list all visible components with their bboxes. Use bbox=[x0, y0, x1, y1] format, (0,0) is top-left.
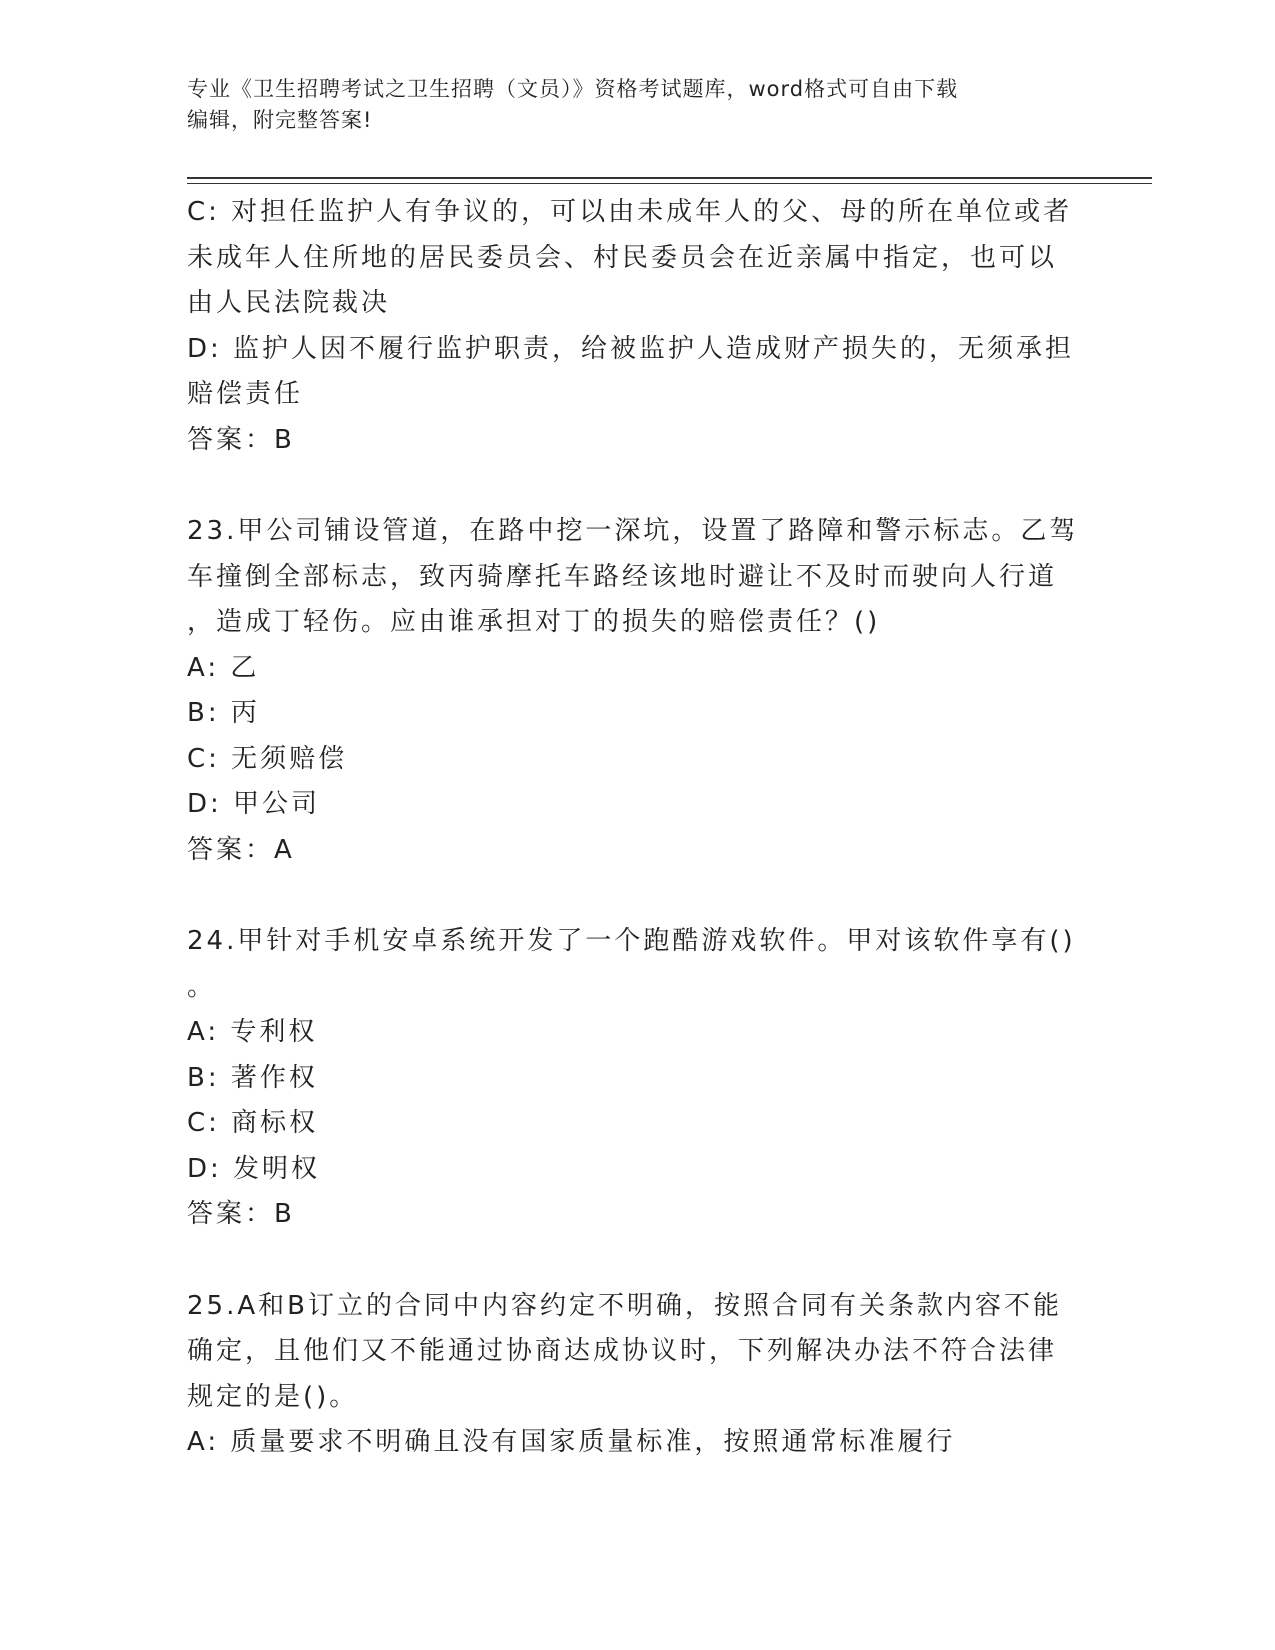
question-24 bbox=[187, 919, 1076, 1238]
answer-line: 答案：B bbox=[187, 1199, 295, 1229]
option-d-line-1: D: 监护人因不履行监护职责，给被监护人造成财产损失的，无须承担 bbox=[187, 333, 1075, 364]
answer-line: 答案：B bbox=[187, 424, 295, 455]
question-stem-line-1: 25.A和B订立的合同中内容约定不明确，按照合同有关条款内容不能 bbox=[187, 1290, 1062, 1321]
option-b: B: 丙 bbox=[187, 698, 260, 728]
header-title-line-1: 专业《卫生招聘考试之卫生招聘（文员）》资格考试题库，word格式可自由下载 bbox=[187, 77, 959, 101]
question-23 bbox=[187, 509, 1079, 873]
document-header bbox=[187, 74, 1087, 136]
option-b: B: 著作权 bbox=[187, 1062, 318, 1093]
question-stem-line-1: 23.甲公司铺设管道，在路中挖一深坑，设置了路障和警示标志。乙驾 bbox=[187, 516, 1079, 546]
option-c-line-2: 未成年人住所地的居民委员会、村民委员会在近亲属中指定，也可以 bbox=[187, 242, 1058, 273]
question-spacer bbox=[187, 463, 1067, 509]
option-c-line-1: C: 对担任监护人有争议的，可以由未成年人的父、母的所在单位或者 bbox=[187, 197, 1073, 227]
answer-line: 答案：A bbox=[187, 834, 295, 865]
question-stem-line-3: 规定的是()。 bbox=[187, 1381, 359, 1412]
question-25 bbox=[187, 1284, 1067, 1466]
header-divider-thin bbox=[187, 183, 1152, 184]
option-a: A: 专利权 bbox=[187, 1017, 318, 1047]
option-d-line-2: 赔偿责任 bbox=[187, 379, 304, 409]
question-stem-line-3: ，造成丁轻伤。应由谁承担对丁的损失的赔偿责任？() bbox=[187, 607, 881, 637]
question-spacer bbox=[187, 1238, 1067, 1284]
question-stem-line-1: 24.甲针对手机安卓系统开发了一个跑酷游戏软件。甲对该软件享有() bbox=[187, 926, 1076, 956]
question-22 bbox=[187, 190, 1075, 463]
question-stem-line-2: 车撞倒全部标志，致丙骑摩托车路经该地时避让不及时而驶向人行道 bbox=[187, 561, 1058, 592]
question-stem-line-2: 确定，且他们又不能通过协商达成协议时，下列解决办法不符合法律 bbox=[187, 1336, 1058, 1366]
question-content bbox=[187, 190, 1079, 1466]
header-title-line-2: 编辑，附完整答案! bbox=[187, 108, 373, 132]
option-a: A: 质量要求不明确且没有国家质量标准，按照通常标准履行 bbox=[187, 1427, 956, 1457]
option-c: C: 无须赔偿 bbox=[187, 743, 348, 774]
option-d: D: 甲公司 bbox=[187, 789, 321, 819]
option-c: C: 商标权 bbox=[187, 1108, 319, 1138]
option-d: D: 发明权 bbox=[187, 1153, 321, 1184]
option-c-line-3: 由人民法院裁决 bbox=[187, 288, 391, 318]
header-divider-thick bbox=[187, 177, 1152, 179]
question-stem-line-2: 。 bbox=[187, 971, 217, 1002]
option-a: A: 乙 bbox=[187, 652, 260, 683]
question-spacer bbox=[187, 873, 1067, 919]
